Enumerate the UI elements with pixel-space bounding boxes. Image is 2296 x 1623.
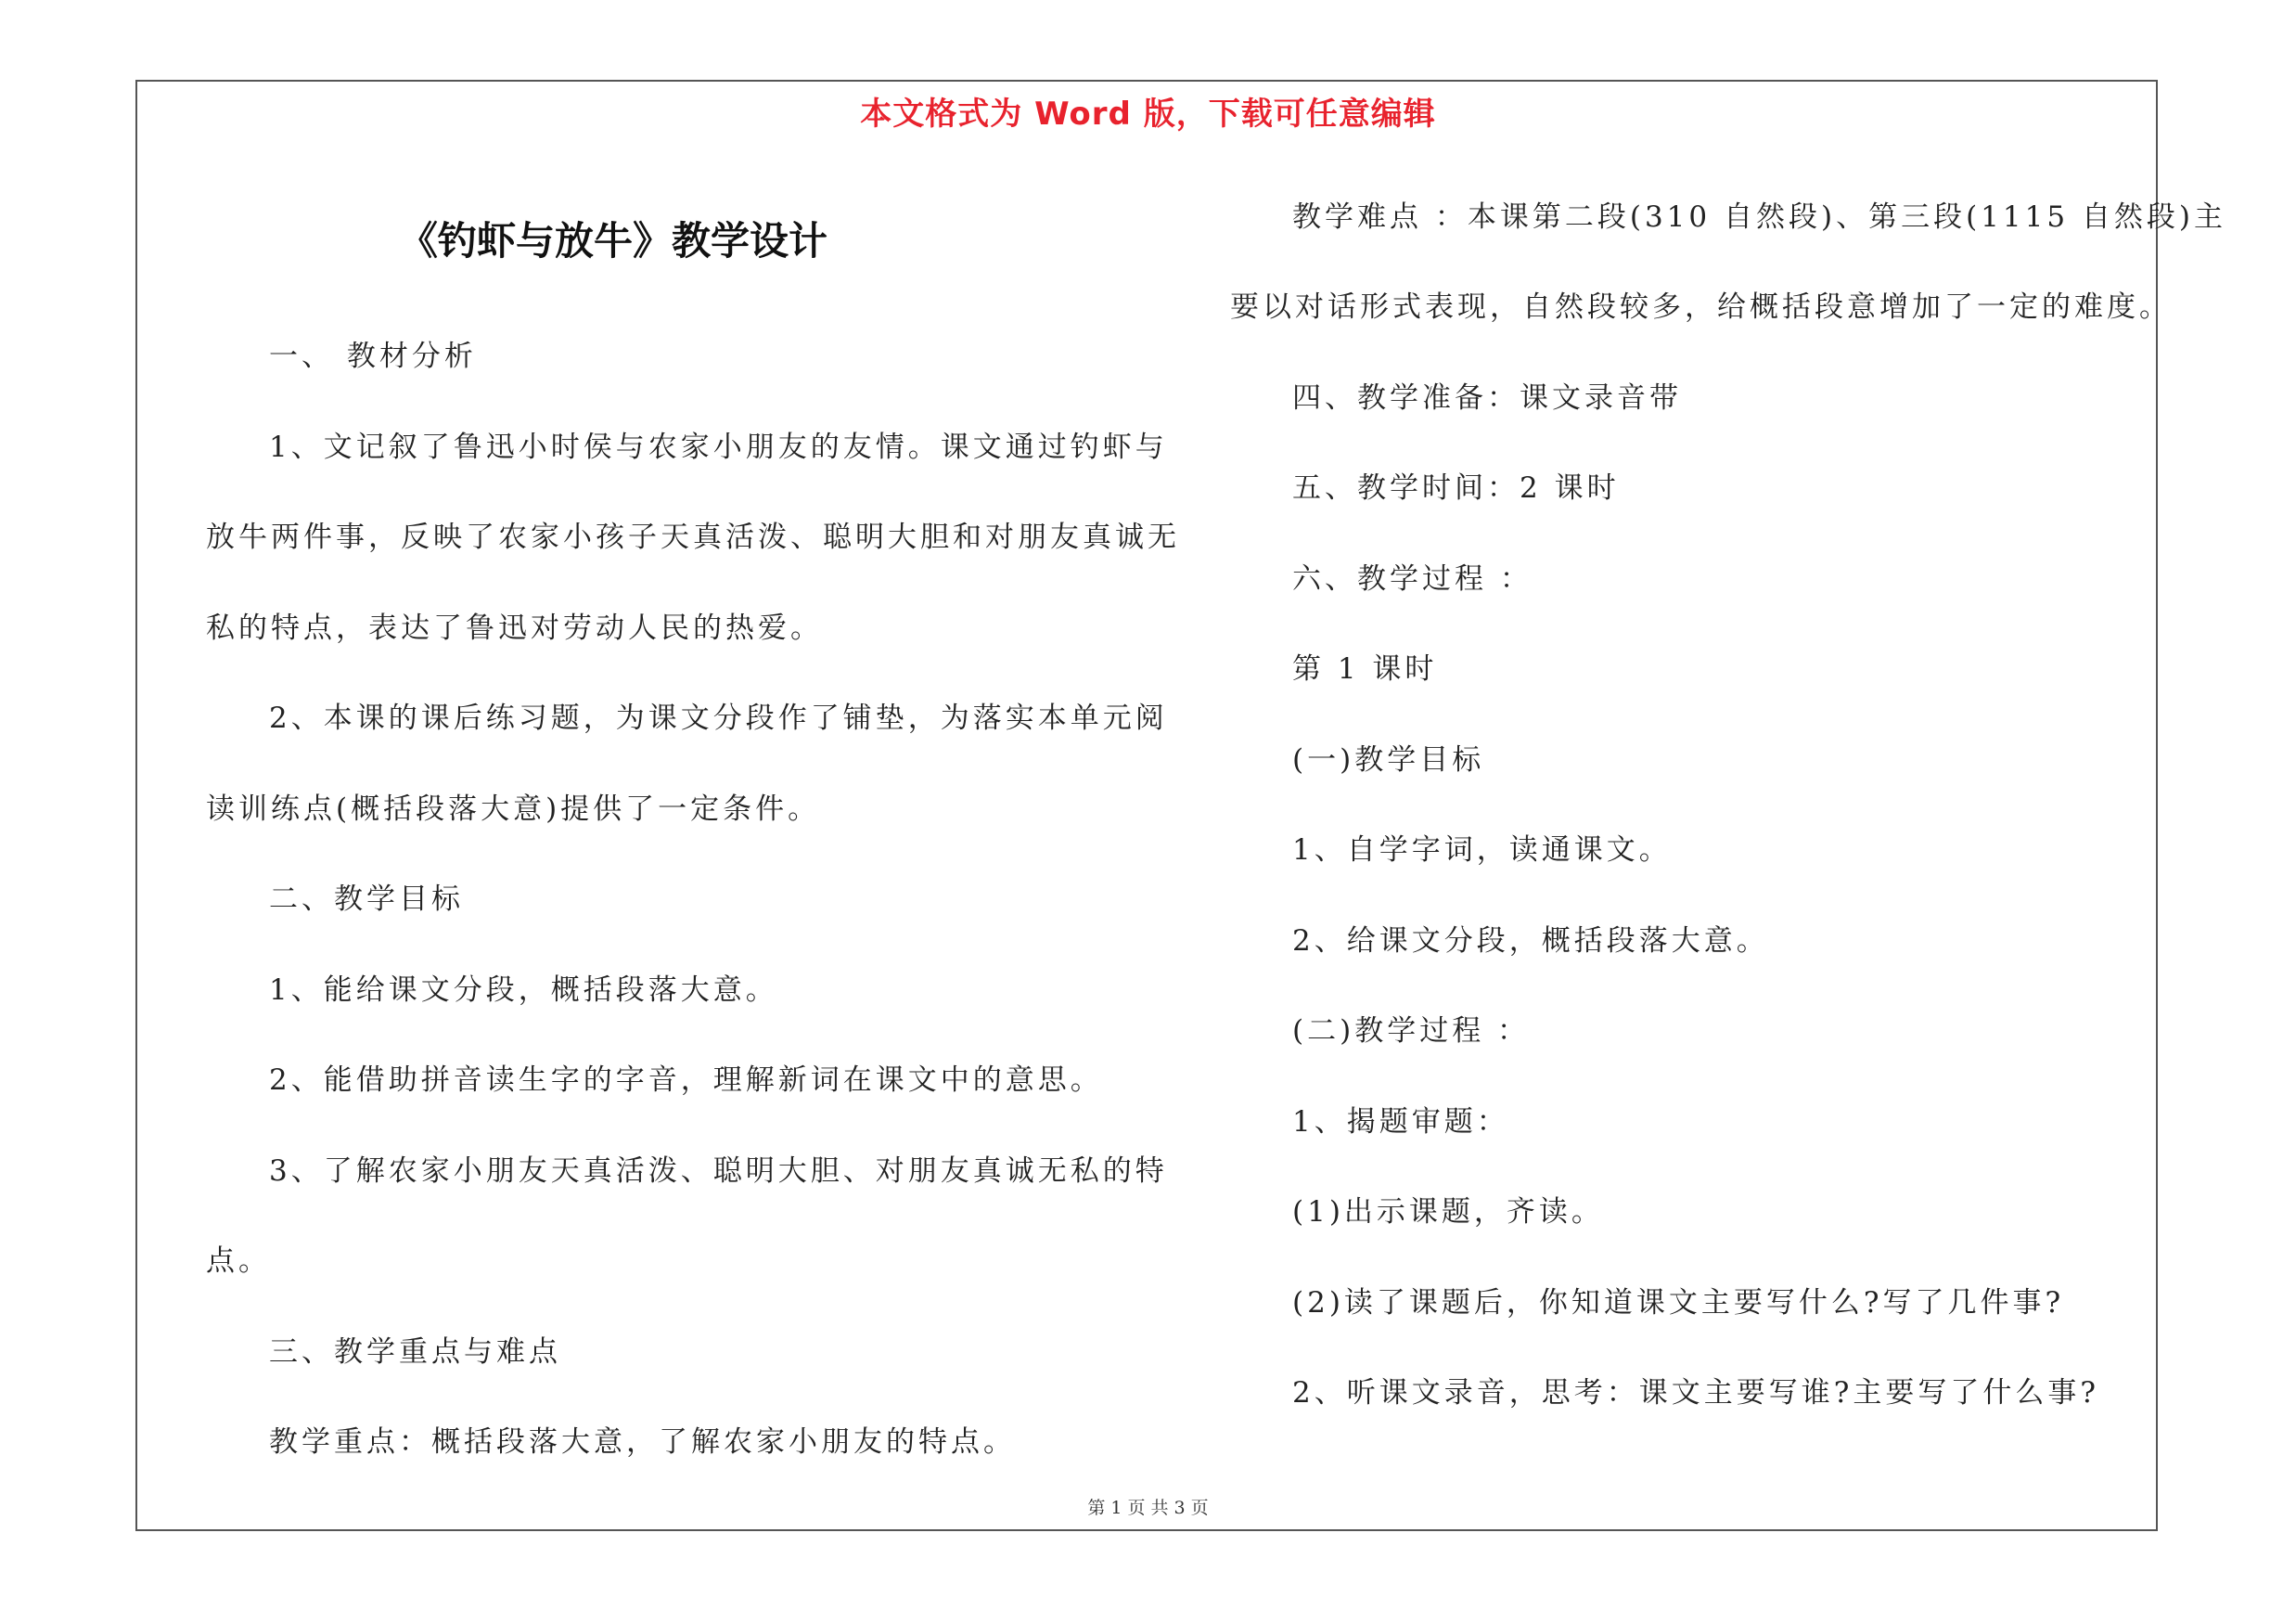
left-line: 二、教学目标 — [269, 882, 464, 916]
right-line: (1)出示课题，齐读。 — [1292, 1195, 1604, 1229]
left-line: 一、 教材分析 — [269, 340, 477, 373]
left-line: 放牛两件事，反映了农家小孩子天真活泼、聪明大胆和对朋友真诚无 — [206, 521, 1180, 554]
left-line: 2、本课的课后练习题，为课文分段作了铺垫，为落实本单元阅 — [269, 702, 1168, 735]
right-line: 1、自学字词，读通课文。 — [1292, 833, 1672, 867]
right-line: (二)教学过程 ： — [1292, 1014, 1531, 1048]
page-number: 第 1 页 共 3 页 — [1087, 1498, 1209, 1518]
right-line: (一)教学目标 — [1292, 743, 1485, 777]
left-line: 读训练点(概括段落大意)提供了一定条件。 — [206, 792, 821, 826]
right-line: 第 1 课时 — [1292, 652, 1438, 686]
left-line: 1、文记叙了鲁迅小时侯与农家小朋友的友情。课文通过钓虾与 — [269, 431, 1168, 464]
left-line: 三、教学重点与难点 — [269, 1335, 561, 1369]
right-line: (2)读了课题后，你知道课文主要写什么?写了几件事? — [1292, 1286, 2065, 1320]
right-line: 要以对话形式表现，自然段较多，给概括段意增加了一定的难度。 — [1230, 290, 2172, 324]
left-line: 1、能给课文分段，概括段落大意。 — [269, 973, 778, 1007]
right-line: 教学难点 ：本课第二段(310 自然段)、第三段(1115 自然段)主 — [1292, 200, 2226, 234]
right-line: 1、揭题审题： — [1292, 1105, 1509, 1139]
right-line: 四、教学准备：课文录音带 — [1292, 381, 1682, 415]
left-line: 2、能借助拼音读生字的字音，理解新词在课文中的意思。 — [269, 1063, 1103, 1097]
left-line: 教学重点：概括段落大意，了解农家小朋友的特点。 — [269, 1425, 1016, 1459]
left-line: 私的特点，表达了鲁迅对劳动人民的热爱。 — [206, 612, 823, 645]
right-line: 2、听课文录音，思考：课文主要写谁?主要写了什么事? — [1292, 1376, 2099, 1410]
right-line: 2、给课文分段，概括段落大意。 — [1292, 924, 1769, 958]
format-banner: 本文格式为 Word 版，下载可任意编辑 — [860, 96, 1436, 133]
right-line: 六、教学过程 ： — [1292, 562, 1533, 596]
left-line: 点。 — [206, 1244, 271, 1278]
document-title: 《钓虾与放牛》教学设计 — [399, 218, 828, 264]
left-line: 3、了解农家小朋友天真活泼、聪明大胆、对朋友真诚无私的特 — [269, 1154, 1168, 1188]
right-line: 五、教学时间：2 课时 — [1292, 471, 1620, 505]
